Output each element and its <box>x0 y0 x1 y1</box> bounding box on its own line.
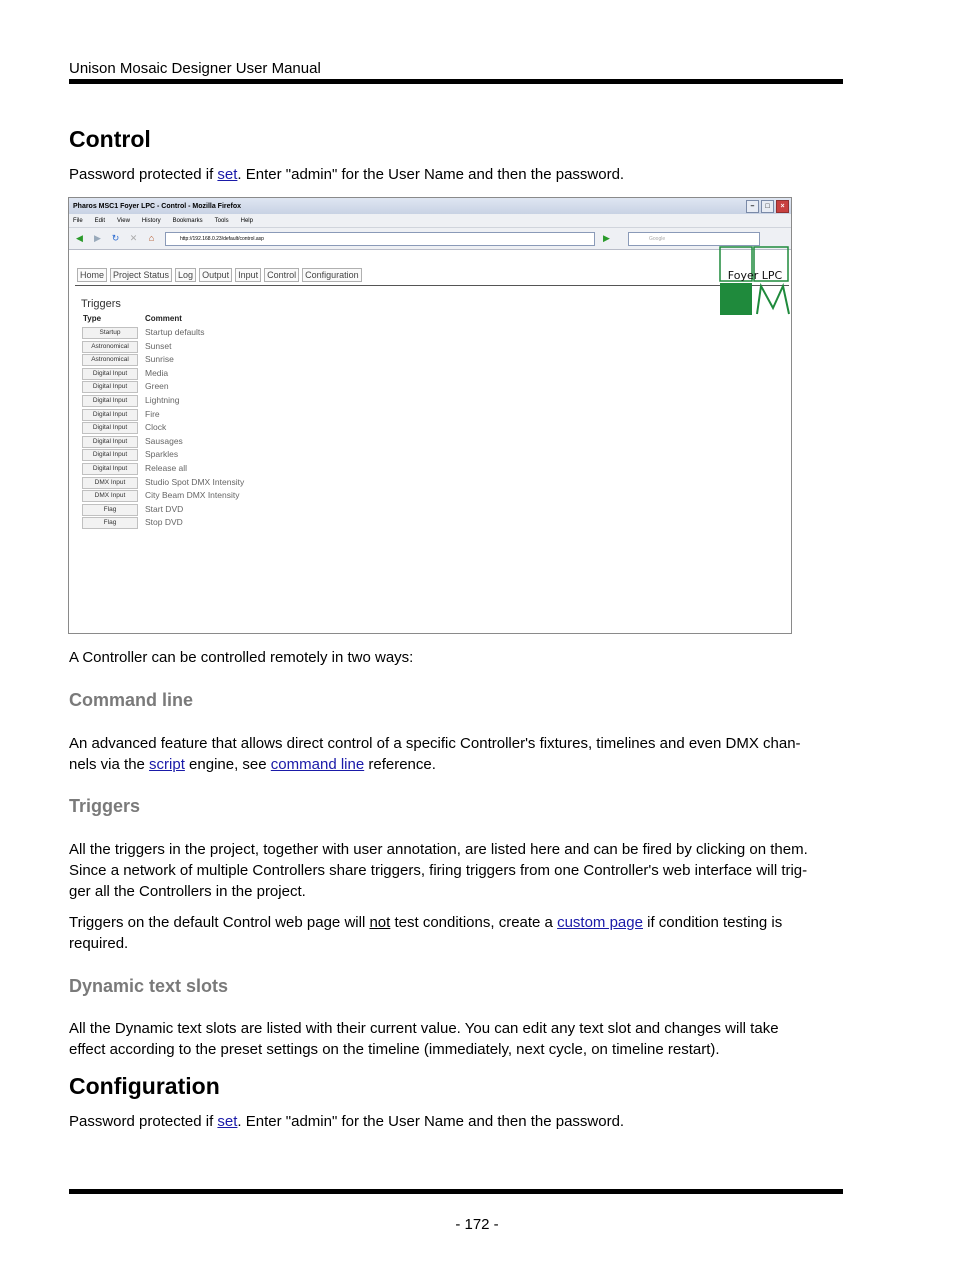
trigger-row <box>82 517 382 530</box>
set-link-configuration[interactable]: set <box>217 1113 238 1130</box>
page-number: - 172 - <box>455 1216 499 1233</box>
menu-help[interactable]: Help <box>240 217 253 224</box>
section-title-configuration: Configuration <box>69 1073 220 1099</box>
trigger-type-button[interactable]: Digital Input <box>82 409 138 421</box>
menu-tools[interactable]: Tools <box>214 217 229 224</box>
command-line-text-2-post: reference. <box>364 756 436 773</box>
trigger-comment: Start DVD <box>145 503 184 514</box>
configuration-intro-pre: Password protected if <box>69 1113 218 1130</box>
triggers-para-2-mid: test conditions, create a <box>390 914 558 931</box>
control-intro-post: . Enter "admin" for the User Name and then the password. <box>237 166 625 183</box>
trigger-type-button[interactable]: Digital Input <box>82 449 138 461</box>
tab-configuration[interactable]: Configuration <box>302 268 362 282</box>
search-box[interactable]: Google <box>628 232 760 246</box>
trigger-comment: Fire <box>145 408 160 419</box>
trigger-row <box>82 341 382 354</box>
trigger-comment: Sunrise <box>145 354 174 365</box>
trigger-comment: Media <box>145 367 169 378</box>
section-title-triggers: Triggers <box>69 796 141 816</box>
command-line-text-1: An advanced feature that allows direct control of a specific Controller's fixtures, timelines and even DMX chan- <box>69 735 801 752</box>
triggers-para-1-line-3: ger all the Controllers in the project. <box>69 883 306 900</box>
trigger-type-button[interactable]: DMX Input <box>82 477 138 489</box>
tab-input[interactable]: Input <box>235 268 261 282</box>
configuration-intro <box>69 1111 839 1132</box>
section-title-command-line: Command line <box>69 690 194 710</box>
command-line-text-2-mid: engine, see <box>184 756 271 773</box>
trigger-type-button[interactable]: Flag <box>82 517 138 529</box>
header-rule <box>69 79 843 84</box>
url-bar[interactable]: http://192.168.0.23/default/control.asp <box>165 232 595 246</box>
trigger-row <box>82 381 382 394</box>
trigger-row <box>82 354 382 367</box>
triggers-para-2-pre: Triggers on the default Control web page will <box>69 914 370 931</box>
trigger-row <box>82 490 382 503</box>
trigger-type-button[interactable]: Digital Input <box>82 436 138 448</box>
trigger-comment: Sunset <box>145 340 172 351</box>
reload-icon[interactable]: ↻ <box>111 233 120 243</box>
trigger-comment: Sausages <box>145 435 183 446</box>
trigger-type-button[interactable]: Digital Input <box>82 368 138 380</box>
trigger-row <box>82 463 382 476</box>
menu-edit[interactable]: Edit <box>94 217 106 224</box>
control-intro-pre: Password protected if <box>69 166 218 183</box>
menu-history[interactable]: History <box>141 217 161 224</box>
command-line-text <box>69 733 839 775</box>
dynamic-text-para <box>69 1018 839 1060</box>
trigger-comment: Startup defaults <box>145 327 205 337</box>
trigger-type-button[interactable]: DMX Input <box>82 490 138 502</box>
trigger-type-button[interactable]: Digital Input <box>82 381 138 393</box>
not-emphasis: not <box>369 914 391 931</box>
triggers-para-1-line-2: Since a network of multiple Controllers share triggers, firing triggers from one Controller's web interface will trig- <box>69 862 808 879</box>
trigger-type-button[interactable]: Startup <box>82 327 138 339</box>
trigger-comment: City Beam DMX Intensity <box>145 490 240 501</box>
command-line-text-2-pre: nels via the <box>69 756 150 773</box>
configuration-intro-post: . Enter "admin" for the User Name and then the password. <box>237 1113 625 1130</box>
set-link[interactable]: set <box>217 166 238 183</box>
trigger-row <box>82 368 382 381</box>
browser-screenshot <box>68 197 792 634</box>
svg-text:Foyer LPC: Foyer LPC <box>727 269 783 282</box>
close-icon[interactable]: × <box>776 200 789 213</box>
triggers-para-2-line-2: required. <box>69 935 129 952</box>
browser-menubar <box>69 214 791 228</box>
trigger-row <box>82 477 382 490</box>
script-link[interactable]: script <box>149 756 185 773</box>
manual-title: Unison Mosaic Designer User Manual <box>69 60 321 77</box>
stop-icon[interactable]: ✕ <box>129 233 138 243</box>
triggers-para-2 <box>69 912 839 954</box>
browser-window-title: Pharos MSC1 Foyer LPC - Control - Mozilla Firefox <box>73 202 242 210</box>
trigger-row <box>82 504 382 517</box>
trigger-type-button[interactable]: Digital Input <box>82 422 138 434</box>
browser-titlebar <box>69 198 791 214</box>
dynamic-text-line-2: effect according to the preset settings on the timeline (immediately, next cycle, on timeline restart). <box>69 1041 720 1058</box>
col-comment: Comment <box>145 314 182 323</box>
triggers-para-1-line-1: All the triggers in the project, together with user annotation, are listed here and can be fired by clicking on them. <box>69 841 808 858</box>
minimize-icon[interactable]: – <box>746 200 759 213</box>
triggers-heading: Triggers <box>81 298 121 310</box>
trigger-type-button[interactable]: Astronomical <box>82 341 138 353</box>
foyer-lpc-logo <box>719 246 790 316</box>
trigger-row <box>82 449 382 462</box>
trigger-comment: Release all <box>145 463 188 473</box>
command-line-link[interactable]: command line <box>270 756 365 773</box>
tab-home[interactable]: Home <box>77 268 107 282</box>
home-icon[interactable]: ⌂ <box>148 233 155 243</box>
tab-log[interactable]: Log <box>175 268 196 282</box>
menu-view[interactable]: View <box>117 217 130 224</box>
trigger-row <box>82 395 382 408</box>
trigger-type-button[interactable]: Digital Input <box>82 463 138 475</box>
trigger-type-button[interactable]: Digital Input <box>82 395 138 407</box>
trigger-comment: Sparkles <box>145 449 179 460</box>
tab-output[interactable]: Output <box>199 268 232 282</box>
trigger-comment: Stop DVD <box>145 517 183 528</box>
control-intro <box>69 164 839 185</box>
trigger-row <box>82 327 382 340</box>
tab-underline <box>75 285 789 286</box>
tab-project-status[interactable]: Project Status <box>110 268 172 282</box>
triggers-para-2-post: if condition testing is <box>642 914 783 931</box>
controller-remote-text: A Controller can be controlled remotely in two ways: <box>69 649 414 666</box>
trigger-type-button[interactable]: Astronomical <box>82 354 138 366</box>
menu-bookmarks[interactable]: Bookmarks <box>172 217 203 224</box>
trigger-comment: Lightning <box>145 395 180 405</box>
browser-navbar <box>69 228 791 250</box>
section-title-dynamic-text: Dynamic text slots <box>69 976 229 996</box>
trigger-row <box>82 422 382 435</box>
trigger-comment: Studio Spot DMX Intensity <box>145 476 245 487</box>
trigger-comment: Clock <box>145 422 167 433</box>
trigger-type-button[interactable]: Flag <box>82 504 138 516</box>
forward-arrow-icon[interactable]: ▶ <box>94 233 101 243</box>
custom-page-link[interactable]: custom page <box>557 914 643 931</box>
col-type: Type <box>83 314 102 323</box>
trigger-comment: Green <box>145 381 169 392</box>
dynamic-text-line-1: All the Dynamic text slots are listed with their current value. You can edit any text slot and changes will take <box>69 1020 779 1037</box>
tab-control[interactable]: Control <box>264 268 299 282</box>
section-title-control: Control <box>69 126 151 152</box>
trigger-row <box>82 436 382 449</box>
footer-rule <box>69 1189 843 1194</box>
maximize-icon[interactable]: □ <box>761 200 774 213</box>
page-nav-tabs <box>77 268 362 282</box>
back-arrow-icon[interactable]: ◀ <box>76 233 83 243</box>
trigger-row <box>82 409 382 422</box>
menu-file[interactable]: File <box>73 217 83 224</box>
go-icon[interactable]: ▶ <box>603 233 610 243</box>
triggers-para-1 <box>69 839 839 902</box>
